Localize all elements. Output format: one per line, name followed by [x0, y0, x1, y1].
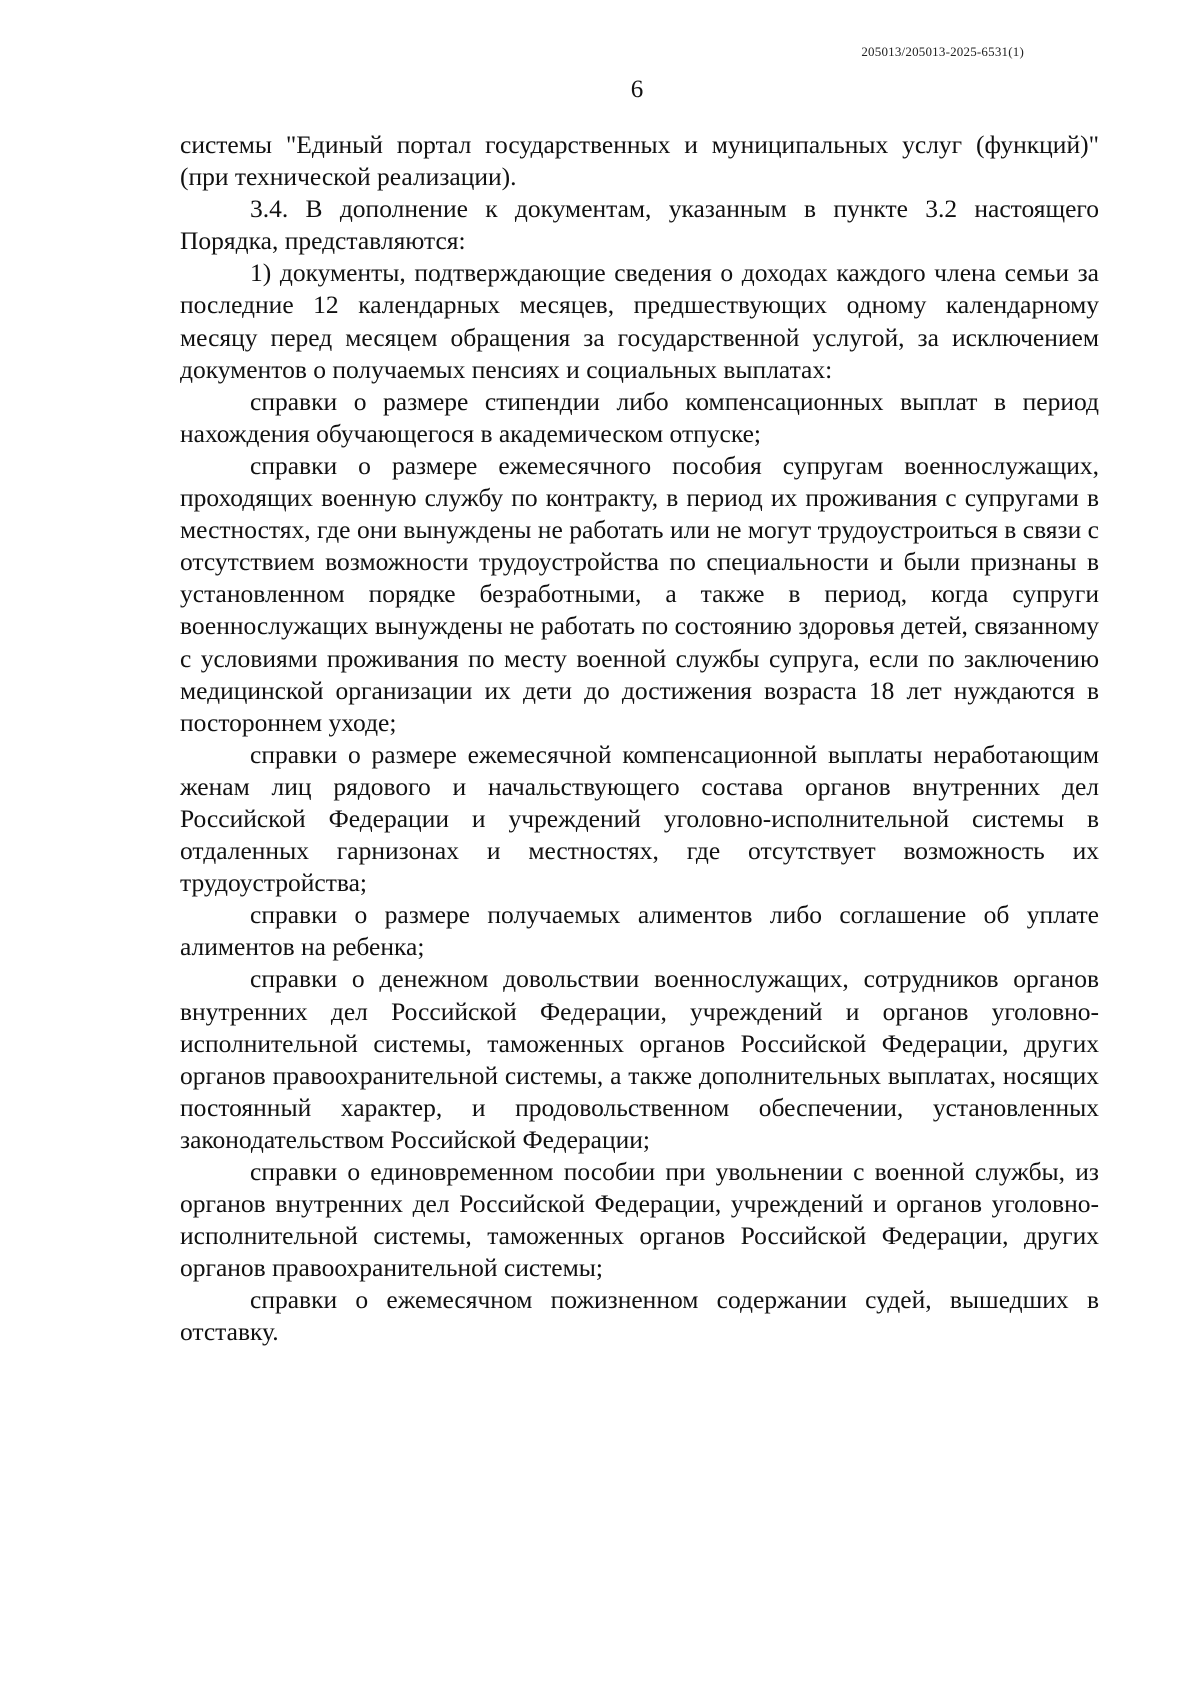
- paragraph-continuation: системы "Единый портал государственных и муниципальных услуг (функций)" (при технической реализации).: [180, 130, 1099, 192]
- paragraph-spouse-allowance-certificate: справки о размере ежемесячного пособия супругам военнослужащих, проходящих военную службу по контракту, в период их проживания с супругами в местностях, где они вынуждены не работать или не могут трудоустроиться в связи с отсутствием возможности трудоустройства по специальности и были признаны в установленном порядке безработными, а также в период, когда супруги военнослужащих вынуждены не работать по состоянию здоровья детей, связанному с условиями проживания по месту военной службы супруга, если по заключению медицинской организации их дети до достижения возраста 18 лет нуждаются в постороннем уходе;: [180, 450, 1099, 737]
- paragraph-judges-certificate: справки о ежемесячном пожизненном содержании судей, вышедших в отставку.: [180, 1285, 1099, 1347]
- paragraph-alimony-certificate: справки о размере получаемых алиментов либо соглашение об уплате алиментов на ребенка;: [180, 900, 1099, 962]
- paragraph-clause-3-4: 3.4. В дополнение к документам, указанным в пункте 3.2 настоящего Порядка, представляются:: [180, 194, 1099, 256]
- page-number: 6: [630, 76, 644, 103]
- paragraph-compensation-certificate: справки о размере ежемесячной компенсационной выплаты неработающим женам лиц рядового и начальствующего состава органов внутренних дел Российской Федерации и учреждений уголовно-исполнительной системы в отдаленных гарнизонах и местностях, где отсутствует возможность их трудоустройства;: [180, 739, 1099, 898]
- paragraph-item-1: 1) документы, подтверждающие сведения о доходах каждого члена семьи за последние 12 календарных месяцев, предшествующих одному календарному месяцу перед месяцем обращения за государственной услугой, за исключением документов о получаемых пенсиях и социальных выплатах:: [180, 258, 1099, 384]
- document-body: [180, 129, 1099, 1349]
- paragraph-allowance-certificate: справки о денежном довольствии военнослужащих, сотрудников органов внутренних дел Российской Федерации, учреждений и органов уголовно-исполнительной системы, таможенных органов Российской Федерации, других органов правоохранительной системы, а также дополнительных выплатах, носящих постоянный характер, и продовольственном обеспечении, установленных законодательством Российской Федерации;: [180, 964, 1099, 1154]
- paragraph-stipend-certificate: справки о размере стипендии либо компенсационных выплат в период нахождения обучающегося в академическом отпуске;: [180, 386, 1099, 448]
- document-id: 205013/205013-2025-6531(1): [861, 44, 1024, 59]
- paragraph-severance-certificate: справки о единовременном пособии при увольнении с военной службы, из органов внутренних дел Российской Федерации, учреждений и органов уголовно-исполнительной системы, таможенных органов Российской Федерации, других органов правоохранительной системы;: [180, 1157, 1099, 1283]
